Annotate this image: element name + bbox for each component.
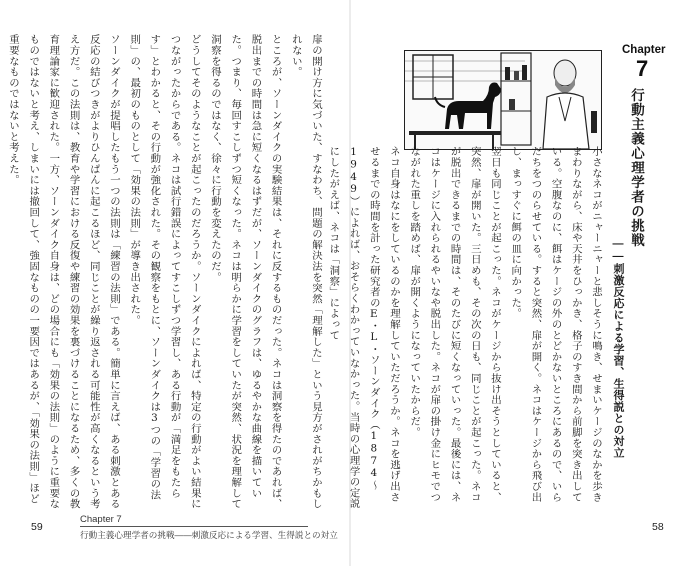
dog-and-scientist-illustration [405, 51, 601, 149]
chapter-subtitle: ——刺激反応による学習、生得説との対立 [612, 238, 624, 459]
left-page-body-text: 扉の開け方に気づいた、すなわち、問題の解決法を突然「理解した」という見方がされがちかもしれない。 ところが、ソーンダイクの実験結果は、それに反するものだった。ネコは洞察を得たのであれば、脱出までの時間は急に短くなるはずだが、ソーンダイクのグラフは、ゆるやかな曲線を描いていた。つまり、毎回すこしずつ短くなった。ネコは明らかに学習をしていたが突然、状況を理解して洞察を得るのではなく、徐々に行動を変えたのだ。 どうしてそのようなことが起こったのだろうか。ソーンダイクによれば、特定の行動がよい結果につながったからである。ネコは試行錯誤によってすこしずつ学習し、ある行動が「満足をもたらす」とわかると、その行動が強化された。その観察をもとに、ソーンダイクは3つの「学習の法則」の、最初のものとして「効果の法則」が導き出された。 ソーンダイクが提唱したもう一つの法則は「練習の法則」である。簡単に言えば、ある刺激とある反応の結びつきがよりひんぱんに起こるほど、同じことが繰り返される可能性が高くなるという考え方だ。この法則は、教育や学習における反復や練習の効果を裏づけることになるため、多くの教育理論家に歓迎された。一方、ソーンダイク自身は、どの場合にも「効果の法則」のように重要なものではないと考え、しまいには撤回して、強固なものの一要因ではあるが、「効果の法則」ほど重要なものではないと考えた。 [6, 34, 322, 510]
running-footer-title: 行動主義心理学者の挑戦——刺激反応による学習、生得説との対立 [80, 530, 338, 540]
chapter-number: 7 [636, 56, 649, 81]
chapter-title: 行動主義心理学者の挑戦 [629, 88, 644, 248]
chapter-label: Chapter [622, 44, 666, 56]
running-footer-rule [80, 526, 308, 527]
right-page-number: 58 [652, 521, 664, 533]
chapter-illustration [404, 50, 602, 150]
running-footer-chapter: Chapter 7 [80, 514, 122, 525]
left-page-number: 59 [31, 521, 43, 533]
right-page-body-text: 小さなネコがニャーニャーと悲しそうに鳴き、せまいケージのなかを歩きまわりながら、床や天井をひっかき、格子のすき間から前脚を突き出している。空腹なのに、餌はケージの外のとどかないところにあるので、いらだちをつのらせている。すると突然、扉が開く。ネコはケージから飛び出し、まっすぐに餌の皿に向かった。 翌日も同じことが起こった。ネコがケージから抜け出そうとしていると、突然、扉が開いた。三日めも、その次の日も、同じことが起こった。ネコが脱出できるまでの時間は、そのたびに短くなっていった。最後には、ネコはケージに入れられるやいなや脱出した。ネコが扉の掛け金にヒモでつながれた重しを踏めば、扉が開くようになっていたからだ。 ネコ自身はなにをしているのかを理解していただろうか。ネコを逃げ出させるまでの時間を計った研究者のE・L・ソーンダイク（1874〜1949）によれば、おそらくわかっていなかった。当時の心理学の定説にしたがえば、ネコは「洞察」によって [327, 146, 602, 509]
